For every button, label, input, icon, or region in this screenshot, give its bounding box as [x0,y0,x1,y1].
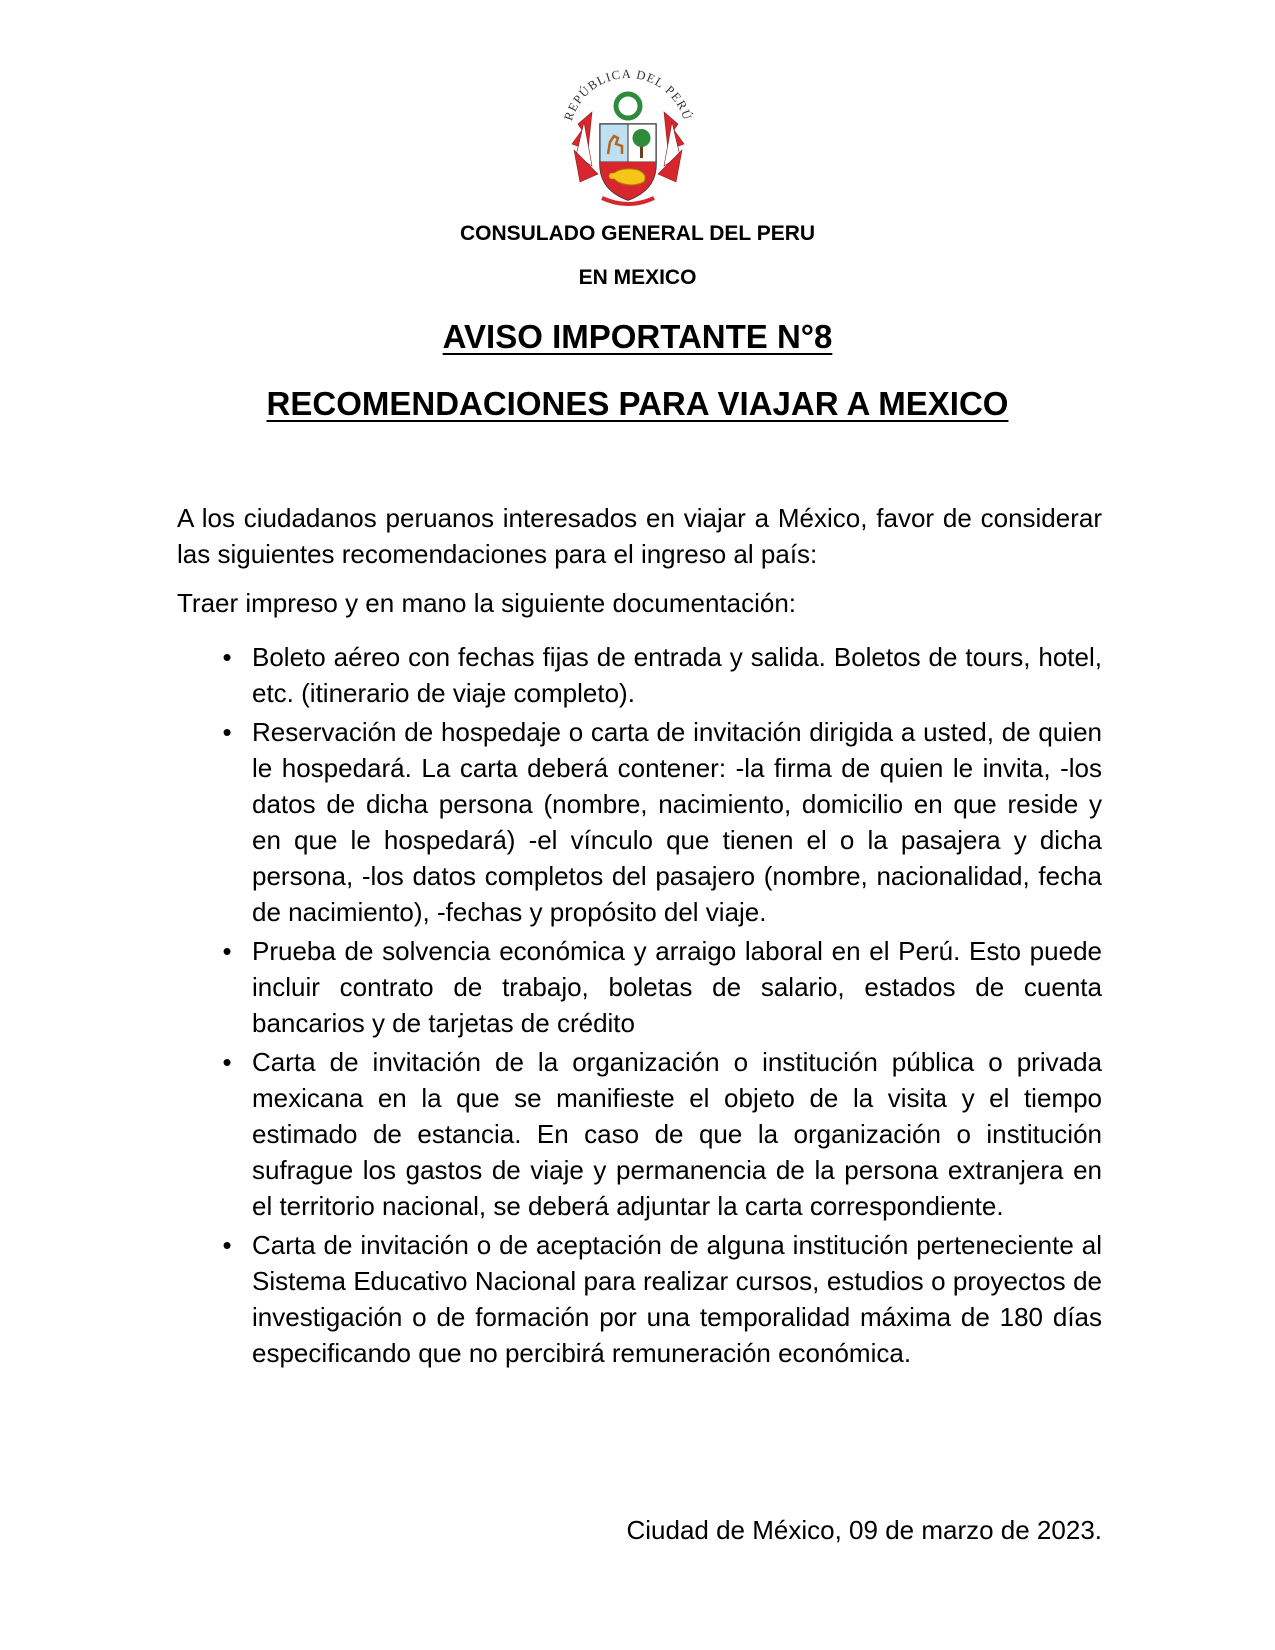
notice-subtitle: RECOMENDACIONES PARA VIAJAR A MEXICO [266,385,1009,422]
list-item [177,714,1102,930]
place-and-date: Ciudad de México, 09 de marzo de 2023. [626,1515,1102,1545]
list-item-text: Prueba de solvencia económica y arraigo laboral en el Perú. Esto puede incluir contrato de trabajo, boletas de salario, estados de cuenta bancarios y de tarjetas de crédito [252,936,1102,1038]
bullet-icon: • [222,1047,232,1077]
list-item [177,1227,1102,1371]
bullet-icon: • [222,717,232,747]
bullet-icon: • [222,642,232,672]
list-item-text: Reservación de hospedaje o carta de invitación dirigida a usted, de quien le hospedará. La carta deberá contener: -la firma de quien le invita, -los datos de dicha persona (nombre, nacimiento, domicilio en que reside y en que le hospedará) -el vínculo que tienen el o la pasajera y dicha persona, -los datos completos del pasajero (nombre, nacionalidad, fecha de nacimiento), -fechas y propósito del viaje. [252,717,1102,927]
list-item [177,1044,1102,1224]
bullet-icon: • [222,1230,232,1260]
list-item [177,639,1102,711]
intro-paragraph: A los ciudadanos peruanos interesados en viajar a México, favor de considerar las siguientes recomendaciones para el ingreso al país: [177,503,1102,569]
notice-title: AVISO IMPORTANTE N°8 [442,318,833,355]
institution-location: EN MEXICO [578,266,697,289]
bullet-icon: • [222,936,232,966]
list-item-text: Carta de invitación o de aceptación de alguna institución perteneciente al Sistema Educativo Nacional para realizar cursos, estudios o proyectos de investigación o de formación por una temporalidad máxima de 180 días especificando que no percibirá remuneración económica. [252,1230,1102,1368]
documents-list [177,639,1102,1374]
list-item-text: Boleto aéreo con fechas fijas de entrada y salida. Boletos de tours, hotel, etc. (itinerario de viaje completo). [252,642,1102,708]
coat-of-arms-seal [548,64,708,214]
institution-name: CONSULADO GENERAL DEL PERU [459,222,816,245]
svg-text:REPÚBLICA DEL PERÚ: REPÚBLICA DEL PERÚ [561,66,695,123]
list-item-text: Carta de invitación de la organización o institución pública o privada mexicana en la que se manifieste el objeto de la visita y el tiempo estimado de estancia. En caso de que la organización o institución sufrague los gastos de viaje y permanencia de la persona extranjera en el territorio nacional, se deberá adjuntar la carta correspondiente. [252,1047,1102,1221]
documents-lead-in: Traer impreso y en mano la siguiente documentación: [177,588,797,618]
list-item [177,933,1102,1041]
